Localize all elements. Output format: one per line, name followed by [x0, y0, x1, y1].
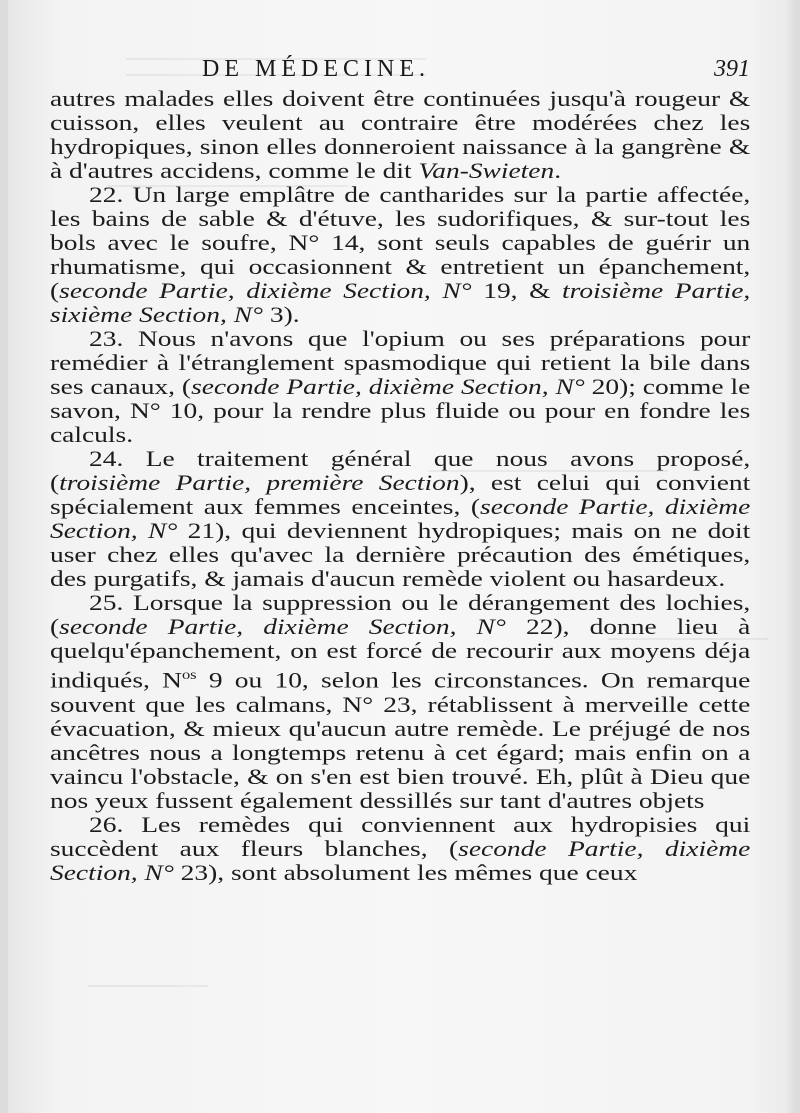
italic-citation: seconde Partie, dixième Section, N°	[191, 374, 585, 399]
paragraph-item-25	[50, 591, 750, 813]
text-run: 19, &	[471, 278, 563, 303]
text-run: 22. Un large emplâtre de cantharides sur la partie affectée, les bains de sable & d'étuve, les sudorifiques, & sur-tout les bols avec le soufre, N° 14, sont seuls capables de guérir un rhumatisme, qui occasionnent & entretient un épanchement, (	[50, 182, 751, 303]
italic-citation: seconde Partie, dixième Section, N°	[59, 278, 472, 303]
text-run: 23), sont absolument les mêmes que ceux	[173, 859, 638, 885]
text-run: 20); comme le savon, N° 10, pour la rendre plus fluide ou pour en fondre les calculs.	[50, 374, 751, 447]
italic-citation: seconde Partie, dixième Section, N°	[59, 614, 506, 639]
text-run: 26. Les remèdes qui conviennent aux hydropisies qui succèdent aux fleurs blanches, (	[50, 811, 751, 861]
page-edge-shadow	[786, 0, 796, 1113]
paragraph-item-22	[50, 183, 750, 327]
paragraph-item-23	[50, 327, 750, 447]
italic-citation: Van-Swieten	[418, 158, 555, 183]
italic-citation: seconde Partie, dixième Section, N°	[50, 494, 751, 543]
text-run: 21), qui deviennent hydropiques; mais on ne doit user chez elles qu'avec la dernière précaution des émétiques, des purgatifs, & jamais d'aucun remède violent ou hasardeux.	[50, 518, 751, 591]
text-run: ), est celui qui convient spécialement aux femmes enceintes, (	[50, 470, 751, 519]
text-run: 22), donne lieu à quelqu'épanchement, on est forcé de recourir aux moyens déja indiqués, N	[50, 614, 751, 693]
paragraph-item-24	[50, 447, 750, 591]
page-header	[50, 56, 750, 90]
text-run: 9 ou 10, selon les circonstances. On remarque souvent que les calmans, N° 23, rétablissent à merveille cette évacuation, & mieux qu'aucun autre remède. Le préjugé de nos ancêtres nous a longtemps retenu à cet égard; mais enfin on a vaincu l'obstacle, & on s'en est bien trouvé. Eh, plût à Dieu que nos yeux fussent également dessillés sur tant d'autres objets	[50, 667, 751, 813]
text-run: os	[181, 667, 197, 682]
italic-citation: seconde Partie, dixième Section, N°	[50, 835, 751, 885]
page-body-text	[50, 87, 750, 885]
italic-citation: troisième Partie, sixième Section, N°	[50, 278, 751, 327]
text-run: .	[554, 158, 562, 183]
text-run: autres malades elles doivent être continuées jusqu'à rougeur & cuisson, elles veulent au contraire être modérées chez les hydropiques, sinon elles donneroient naissance à la gangrène & à d'autres accidens, comme le dit	[50, 86, 751, 183]
italic-citation: troisième Partie, première Section	[59, 470, 460, 495]
text-run: 25. Lorsque la suppression ou le dérangement des lochies, (	[50, 590, 751, 639]
paragraph-continuation	[50, 87, 750, 183]
show-through-line	[88, 985, 208, 987]
text-run: 3).	[262, 302, 300, 327]
page-number: 391	[714, 56, 750, 82]
running-title: DE MÉDECINE.	[202, 56, 430, 82]
paragraph-item-26	[50, 813, 750, 885]
text-run: 23. Nous n'avons que l'opium ou ses préparations pour remédier à l'étranglement spasmodique qui retient la bile dans ses canaux, (	[50, 326, 751, 399]
text-run: 24. Le traitement général que nous avons proposé, (	[50, 446, 751, 495]
